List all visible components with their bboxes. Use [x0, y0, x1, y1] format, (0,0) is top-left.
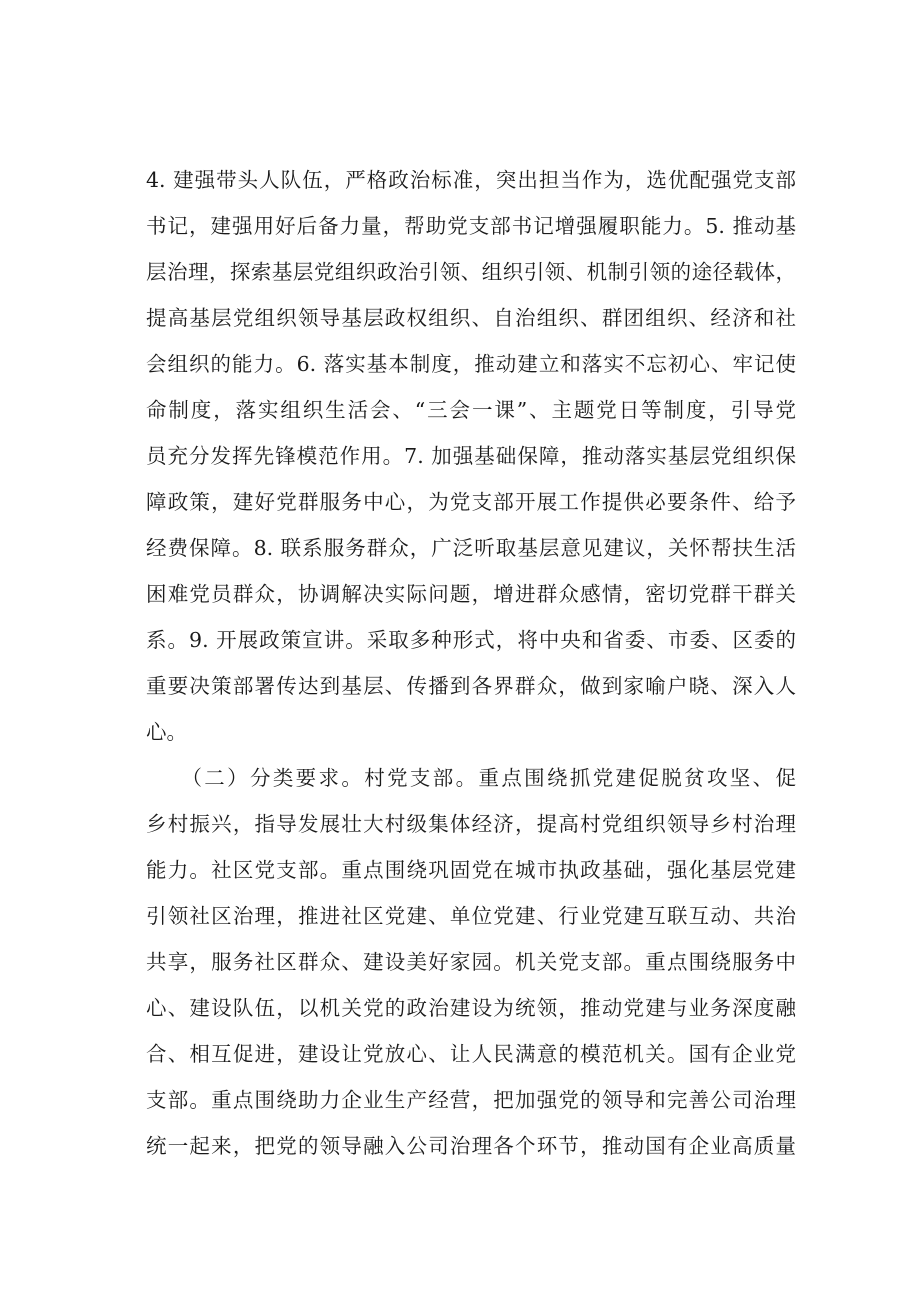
text-line: 心、建设队伍，以机关党的政治建设为统领，推动党建与业务深度融: [146, 996, 796, 1020]
text-line: 经费保障。8. 联系服务群众，广泛听取基层意见建议，关怀帮扶生活: [146, 536, 796, 560]
text-line: 书记，建强用好后备力量，帮助党支部书记增强履职能力。5. 推动基: [146, 214, 796, 238]
text-line: 层治理，探索基层党组织政治引领、组织引领、机制引领的途径载体，: [146, 260, 796, 284]
text-line: 提高基层党组织领导基层政权组织、自治组织、群团组织、经济和社: [146, 306, 796, 330]
text-line: 合、相互促进，建设让党放心、让人民满意的模范机关。国有企业党: [146, 1042, 796, 1066]
text-line: 乡村振兴，指导发展壮大村级集体经济，提高村党组织领导乡村治理: [146, 812, 796, 836]
text-line: 引领社区治理，推进社区党建、单位党建、行业党建互联互动、共治: [146, 904, 796, 928]
text-line: 能力。社区党支部。重点围绕巩固党在城市执政基础，强化基层党建: [146, 858, 796, 882]
text-line: 命制度，落实组织生活会、“三会一课”、主题党日等制度，引导党: [146, 398, 796, 422]
text-line: 4. 建强带头人队伍，严格政治标准，突出担当作为，选优配强党支部: [146, 168, 796, 192]
text-line: 重要决策部署传达到基层、传播到各界群众，做到家喻户晓、深入人: [146, 674, 796, 698]
text-line: 共享，服务社区群众、建设美好家园。机关党支部。重点围绕服务中: [146, 950, 796, 974]
text-line: 员充分发挥先锋模范作用。7. 加强基础保障，推动落实基层党组织保: [146, 444, 796, 468]
text-line: 困难党员群众，协调解决实际问题，增进群众感情，密切党群干群关: [146, 582, 796, 606]
text-line: 心。: [146, 720, 187, 744]
text-line: 障政策，建好党群服务中心，为党支部开展工作提供必要条件、给予: [146, 490, 796, 514]
text-line: 支部。重点围绕助力企业生产经营，把加强党的领导和完善公司治理: [146, 1088, 796, 1112]
text-line: 统一起来，把党的领导融入公司治理各个环节，推动国有企业高质量: [146, 1134, 796, 1158]
text-line: （二）分类要求。村党支部。重点围绕抓党建促脱贫攻坚、促: [146, 766, 796, 790]
text-line: 系。9. 开展政策宣讲。采取多种形式，将中央和省委、市委、区委的: [146, 628, 796, 652]
text-line: 会组织的能力。6. 落实基本制度，推动建立和落实不忘初心、牢记使: [146, 352, 796, 376]
